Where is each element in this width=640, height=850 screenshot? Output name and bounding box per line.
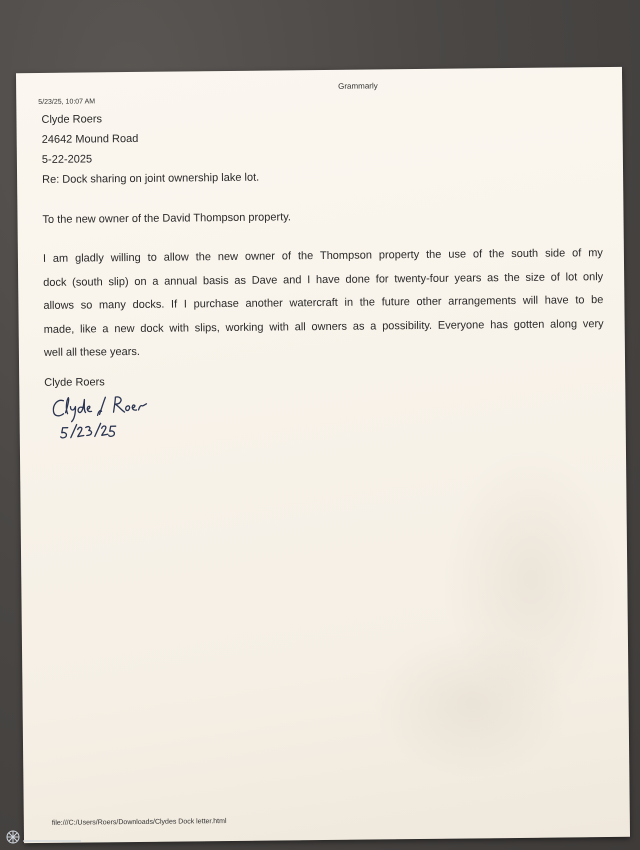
letter-body [43,242,604,365]
body-line: dock (south slip) on a annual basis as Dave and I have done for twenty-four years as the size of lot only [43,270,604,289]
letter-page [16,67,630,843]
handwritten-signature [49,394,165,450]
browser-title: Grammarly [338,81,378,91]
salutation: To the new owner of the David Thompson property. [42,211,292,226]
body-line: well all these years. [43,345,140,359]
watermark-logo-icon [4,828,84,846]
paper-crease [440,447,623,709]
subject-line: Re: Dock sharing on joint ownership lake lot. [42,171,260,186]
paper-crease [372,627,574,779]
file-path: file:///C:/Users/Roers/Downloads/Clydes Dock letter.html [51,818,227,827]
body-line: I am gladly willing to allow the new owner of the Thompson property the use of the south side of my [42,247,603,265]
sender-address: 24642 Mound Road [41,132,139,146]
body-line: made, like a new dock with slips, working with all owners as a possibility. Everyone has gotten along very [43,317,604,336]
closing-name: Clyde Roers [44,376,105,389]
sender-name: Clyde Roers [41,113,103,126]
body-line: allows so many docks. If I purchase another watercraft in the future other arrangements will have to be [43,294,604,312]
letter-date: 5-22-2025 [41,153,93,166]
print-timestamp: 5/23/25, 10:07 AM [38,98,96,106]
